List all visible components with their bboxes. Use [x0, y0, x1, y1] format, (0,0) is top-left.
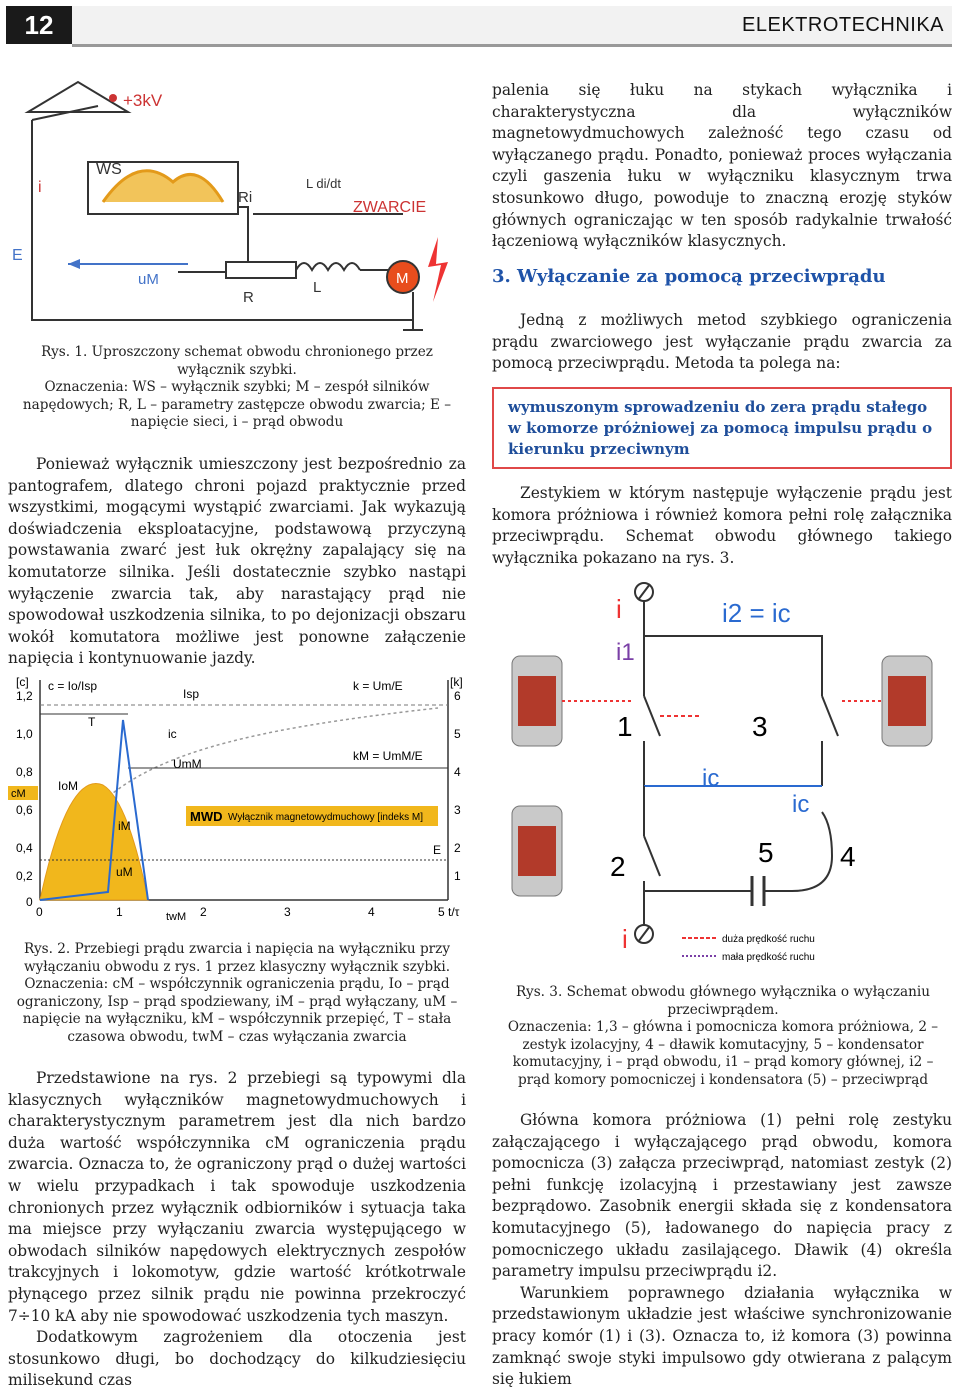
- figure-3-schematic: [492, 576, 954, 974]
- svg-text:1: 1: [454, 869, 461, 883]
- k-formula: k = Um/E: [353, 679, 403, 693]
- fig3-i-label: i: [616, 594, 622, 624]
- voltage-node: [109, 94, 117, 102]
- im-label: iM: [118, 819, 131, 833]
- cm-label: cM: [11, 788, 26, 800]
- left-paragraph-1: Ponieważ wyłącznik umieszczony jest bezpośrednio za pantografem, dlatego chroni pojazd praktycznie przed wszystkimi, mogącymi wystąpić zwarciami. Jak wykazują doświadczenia eksploatacyjne, podstawową przyczyną powstawania zwarć jest łuk okrężny zapalający się na komutatorze silnika. Jeśli dostatecznie szybko nastąpi wyłączenie zwarcia tak, aby narastający prąd nie spowodował uszkodzenia silnika, to po dejonizacji obszaru wokół komutatora możliwe jest ponowne załączenie napięcia i kontynuowanie jazdy.: [8, 455, 466, 668]
- left-paragraph-3: Dodatkowym zagrożeniem dla otoczenia jest stosunkowo długi, bo dochodzący do kilkudziesięciu milisekund czas: [8, 1328, 466, 1390]
- svg-text:5: 5: [454, 727, 461, 741]
- voltage-label: +3kV: [123, 91, 163, 110]
- zwarcie-label: ZWARCIE: [353, 199, 427, 216]
- isp-label: Isp: [183, 687, 200, 701]
- um-label: uM: [138, 271, 159, 288]
- rys1-title: Rys. 1. Uproszczony schemat obwodu chronionego przez wyłącznik szybki.: [41, 344, 433, 378]
- rys2-caption: [10, 941, 464, 1046]
- left-col-block-1: [8, 454, 466, 670]
- right-paragraph-2: Jedną z możliwych metod szybkiego ograniczenia prądu zwarciowego jest wyłączanie prądu zwarcia za pomocą przeciwprądu. Metoda ta polega na:: [492, 311, 952, 373]
- l-label: L: [313, 279, 322, 296]
- svg-text:0: 0: [26, 895, 33, 909]
- km-formula: kM = UmM/E: [353, 749, 423, 763]
- method-highlight-box: wymuszonym sprowadzeniu do zera prądu stałego w komorze próżniowej za pomocą impulsu prądu o kierunku przeciwnym: [492, 387, 952, 469]
- mwd-desc: Wyłącznik magnetowydmuchowy [indeks M]: [228, 812, 423, 823]
- resistor-symbol: [226, 262, 296, 278]
- svg-text:0,2: 0,2: [16, 869, 33, 883]
- fig3-n4: 4: [840, 841, 856, 872]
- fig3-i2ic-label: i2 = ic: [722, 598, 791, 628]
- t-label: T: [88, 715, 96, 729]
- umm-label: UmM: [173, 757, 202, 771]
- chamber-3-core: [888, 676, 926, 726]
- um-label-2: uM: [116, 865, 133, 879]
- rys1-desc: Oznaczenia: WS – wyłącznik szybki; M – zespół silników napędowych; R, L – parametry zastępcze obwodu zwarcia; E – napięcie sieci, i – prąd obwodu: [22, 379, 452, 430]
- k-unit: [k]: [450, 675, 463, 689]
- svg-text:6: 6: [454, 689, 461, 703]
- rys3-caption: [496, 984, 950, 1089]
- svg-text:1: 1: [116, 905, 123, 919]
- ldidt-label: L di/dt: [306, 176, 341, 191]
- ws-label: WS: [96, 161, 122, 178]
- ic-label: ic: [168, 727, 177, 741]
- right-col-block-4: [492, 1110, 952, 1391]
- r-label: R: [243, 289, 254, 306]
- fig3-n3: 3: [752, 711, 768, 742]
- svg-text:0: 0: [36, 905, 43, 919]
- c-formula: c = Io/Isp: [48, 679, 98, 693]
- svg-text:1,0: 1,0: [16, 727, 33, 741]
- svg-text:5: 5: [438, 905, 445, 919]
- fig3-n5: 5: [758, 837, 774, 868]
- fig3-n1: 1: [617, 711, 633, 742]
- right-paragraph-5: Warunkiem poprawnego działania wyłącznika w przedstawionym układzie jest właściwe synchronizowanie pracy komór (1) i (3). Oznacza to, iż komora (3) powinna zamknąć swoje styki impulsowo gdy otwierana z palącym się łukiem: [492, 1283, 952, 1389]
- journal-title: ELEKTROTECHNIKA: [742, 14, 944, 36]
- chamber-1-core: [518, 676, 556, 726]
- rys1-caption: [10, 344, 464, 432]
- right-col-block-1: [492, 80, 952, 253]
- svg-text:3: 3: [284, 905, 291, 919]
- legend-fast: duża prędkość ruchu: [722, 934, 815, 945]
- left-col-block-2: [8, 1068, 466, 1392]
- rys3-desc: Oznaczenia: 1,3 – główna i pomocnicza komora próżniowa, 2 – zestyk izolacyjny, 4 – dławik komutacyjny, 5 – kondensator komutacyjny, i – prąd obwodu, i1 – prąd komory głównej, i2 – prąd komory pomocniczej i kondensatora (5) – przeciwprąd: [507, 1019, 939, 1088]
- rys3-title: Rys. 3. Schemat obwodu głównego wyłącznika o wyłączaniu przeciwprądem.: [516, 984, 930, 1018]
- figure-1-circuit: [8, 62, 468, 337]
- fig3-n2: 2: [610, 851, 626, 882]
- ri-label: Ri: [238, 189, 253, 206]
- rys2-desc: Oznaczenia: cM – współczynnik ograniczenia prądu, Io – prąd ograniczony, Isp – prąd spodziewany, iM – prąd wyłączany, uM – napięcie na wyłączniku, kM – współczynnik przepięć, T – stała czasowa obwodu, twM – czas wyłączania zwarcia: [16, 976, 458, 1045]
- current-label: i: [38, 179, 42, 196]
- page-number: 12: [6, 6, 72, 44]
- svg-text:0,8: 0,8: [16, 765, 33, 779]
- mwd-label: MWD: [190, 809, 223, 824]
- right-col-block-2: [492, 310, 952, 375]
- e-label-2: E: [433, 843, 442, 857]
- contact-2-core: [518, 826, 556, 876]
- figure-2-chart: [8, 670, 468, 930]
- svg-text:4: 4: [368, 905, 375, 919]
- svg-text:0,4: 0,4: [16, 841, 33, 855]
- svg-text:1,2: 1,2: [16, 689, 33, 703]
- rys2-title: Rys. 2. Przebiegi prądu zwarcia i napięcia na wyłączniku przy wyłączaniu obwodu z rys. 1 przez klasyczny wyłącznik szybki.: [23, 941, 451, 975]
- fig3-ic1: ic: [702, 765, 720, 792]
- svg-text:0,6: 0,6: [16, 803, 33, 817]
- right-paragraph-1: palenia się łuku na stykach wyłącznika i charakterystyczna dla wyłączników magnetowydmuchowych zależność tego czasu od wyłączanego prądu. Ponadto, ponieważ proces wyłączania czyli gaszenia łuku w wyłączniku klasycznym trwa stosunkowo długo, powoduje to znaczną erozję styków głównych ograniczając w ten sposób radykalnie trwałość łączeniową wyłączników klasycznych.: [492, 81, 952, 251]
- fig3-i-bottom: i: [622, 924, 628, 954]
- section-heading: 3. Wyłączanie za pomocą przeciwprądu: [492, 266, 886, 287]
- svg-text:4: 4: [454, 765, 461, 779]
- legend-slow: mała prędkość ruchu: [722, 952, 815, 963]
- svg-text:2: 2: [200, 905, 207, 919]
- right-paragraph-3: Zestykiem w którym następuje wyłączenie prądu jest komora próżniowa i również komora pełni rolę załącznika przeciwprądu. Schemat obwodu głównego takiego wyłącznika pokazano na rys. 3.: [492, 484, 952, 567]
- left-paragraph-2: Przedstawione na rys. 2 przebiegi są typowymi dla klasycznych wyłączników magnetowydmuchowych i charakterystycznym parametrem jest dla nich bardzo duża wartość współczynnika cM ograniczenia prądu zwarcia. Oznacza to, że ograniczony prąd o dużej wartości w wielu przypadkach i tak spowoduje uszkodzenia chronionych przez wyłącznik odbiorników i sytuacja taka ma miejsce przy wyłączaniu zwarcia występującego w obwodach silników napędowych elektrycznych zespołów trakcyjnych i lokomotyw, gdzie wartość krótkotrwale płynącego przez silnik prądu nie powinna przekroczyć 7÷10 kA aby nie spowodować uszkodzenia tych maszyn.: [8, 1069, 466, 1325]
- svg-text:3: 3: [454, 803, 461, 817]
- c-unit: [c]: [16, 675, 29, 689]
- twm-label: twM: [166, 911, 187, 923]
- e-label: E: [12, 247, 23, 264]
- right-paragraph-4: Główna komora próżniowa (1) pełni rolę zestyku załączającego i wyłączającego prąd obwodu, komora pomocnicza (3) załącza przeciwprąd, natomiast zestyk (2) pełni funkcję izolacyjną i przestawiany jest zawsze bezprądowo. Zasobnik energii składa się z kondensatora komutacyjnego (5), ładowanego do napięcia pracy z pomocniczego układu zasilającego. Dławik (4) określa parametry impulsu przeciwprądu i2.: [492, 1111, 952, 1281]
- motor-label: M: [396, 270, 409, 287]
- right-col-block-3: [492, 483, 952, 569]
- svg-text:2: 2: [454, 841, 461, 855]
- fig3-i1-label: i1: [616, 639, 635, 666]
- x-axis-label: t/τ: [448, 905, 460, 919]
- page-header: [0, 0, 960, 48]
- iom-label: IoM: [58, 779, 79, 793]
- fig3-ic2: ic: [792, 791, 810, 818]
